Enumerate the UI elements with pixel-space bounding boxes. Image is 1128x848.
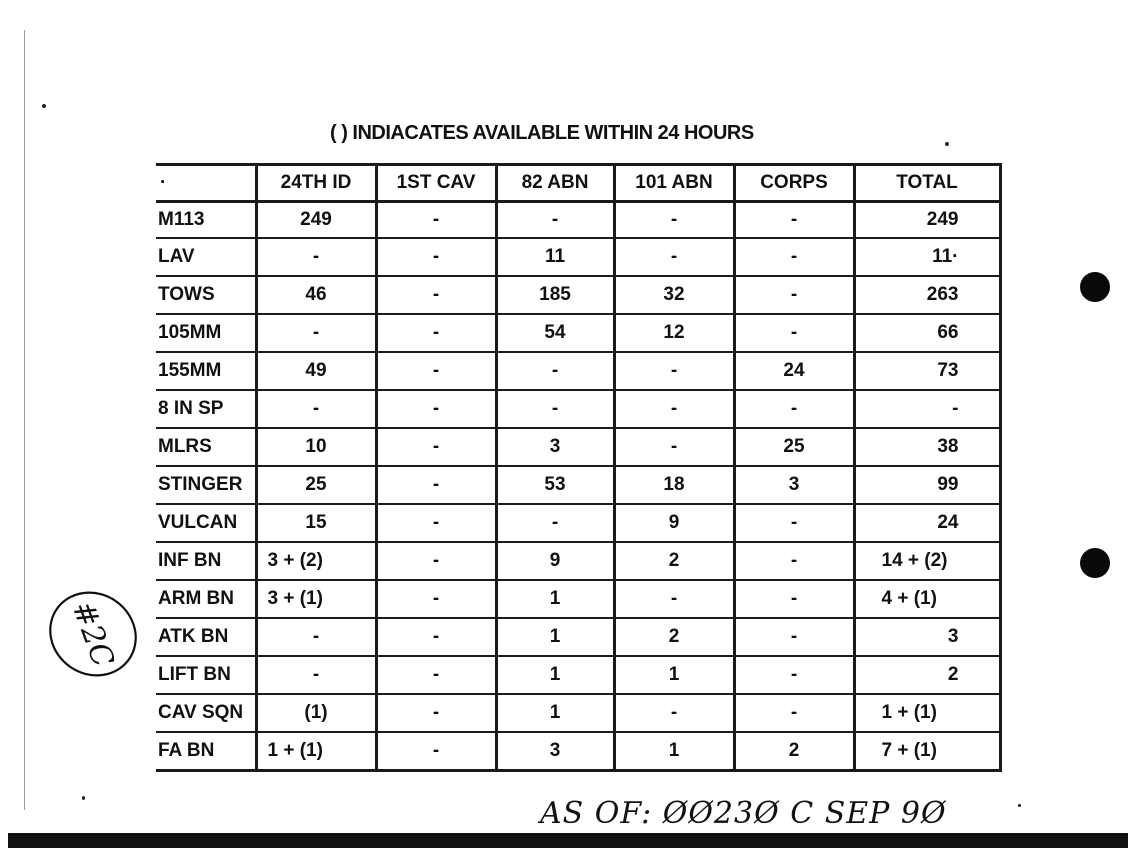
row-label: CAV SQN — [156, 694, 256, 732]
table-cell: - — [734, 618, 854, 656]
row-label: 105MM — [156, 314, 256, 352]
table-cell: 2 — [854, 656, 1000, 694]
table-body — [156, 202, 1000, 771]
table-cell: - — [376, 202, 496, 239]
row-label: INF BN — [156, 542, 256, 580]
table-cell: 185 — [496, 276, 614, 314]
table-cell: 2 — [614, 618, 734, 656]
table-cell: 14 + (2) — [854, 542, 1000, 580]
table-cell: 25 — [734, 428, 854, 466]
table-cell: 249 — [854, 202, 1000, 239]
column-header: 82 ABN — [496, 165, 614, 202]
table-cell: 3 — [496, 732, 614, 771]
table-cell: 15 — [256, 504, 376, 542]
table-cell: - — [734, 542, 854, 580]
table-cell: - — [614, 694, 734, 732]
table-cell: 66 — [854, 314, 1000, 352]
table-row — [156, 276, 1000, 314]
table-row — [156, 580, 1000, 618]
column-header: 101 ABN — [614, 165, 734, 202]
table-cell: 4 + (1) — [854, 580, 1000, 618]
table-cell: 249 — [256, 202, 376, 239]
table-cell: 2 — [734, 732, 854, 771]
table-cell: 1 — [496, 580, 614, 618]
table-row — [156, 428, 1000, 466]
table-cell: 9 — [496, 542, 614, 580]
table-cell: - — [734, 314, 854, 352]
table-cell: 1 — [496, 694, 614, 732]
row-label: ARM BN — [156, 580, 256, 618]
table-cell: 24 — [854, 504, 1000, 542]
row-label: TOWS — [156, 276, 256, 314]
table-row — [156, 694, 1000, 732]
punch-hole — [1080, 548, 1110, 578]
table-cell: 10 — [256, 428, 376, 466]
table-cell: 3 — [854, 618, 1000, 656]
table-cell: - — [256, 238, 376, 276]
table-cell: 99 — [854, 466, 1000, 504]
table-cell: - — [496, 504, 614, 542]
table-cell: - — [376, 656, 496, 694]
row-label: MLRS — [156, 428, 256, 466]
table-cell: - — [614, 202, 734, 239]
table-cell: - — [496, 352, 614, 390]
row-label: STINGER — [156, 466, 256, 504]
table-cell: 11· — [854, 238, 1000, 276]
column-header: 1ST CAV — [376, 165, 496, 202]
table-cell: - — [614, 352, 734, 390]
column-header: CORPS — [734, 165, 854, 202]
table-cell: 7 + (1) — [854, 732, 1000, 771]
table-cell: - — [734, 580, 854, 618]
table-cell: - — [376, 732, 496, 771]
equipment-table — [156, 163, 1002, 772]
corner-cell: · — [156, 165, 256, 202]
table-cell: 18 — [614, 466, 734, 504]
row-label: ATK BN — [156, 618, 256, 656]
table-cell: - — [496, 390, 614, 428]
table-cell: - — [376, 314, 496, 352]
table-cell: 2 — [614, 542, 734, 580]
table-cell: - — [376, 352, 496, 390]
as-of-handwritten-note: AS OF: ØØ23Ø C SEP 9Ø — [540, 796, 947, 831]
circled-margin-mark — [44, 586, 142, 682]
table-cell: - — [376, 580, 496, 618]
table-cell: 3 + (2) — [256, 542, 376, 580]
table-cell: - — [376, 466, 496, 504]
table-cell: - — [376, 694, 496, 732]
row-label: VULCAN — [156, 504, 256, 542]
table-cell: - — [496, 202, 614, 239]
table-cell: 9 — [614, 504, 734, 542]
table-row — [156, 352, 1000, 390]
margin-mark-text: #2C — [64, 596, 121, 672]
row-label: M113 — [156, 202, 256, 239]
table-row — [156, 504, 1000, 542]
scan-speck — [1018, 804, 1021, 807]
row-label: 155MM — [156, 352, 256, 390]
table-cell: 11 — [496, 238, 614, 276]
table-cell: - — [614, 390, 734, 428]
row-label: LAV — [156, 238, 256, 276]
table-cell: 1 — [614, 656, 734, 694]
table-cell: 1 — [496, 618, 614, 656]
table-cell: - — [734, 504, 854, 542]
table-cell: - — [734, 390, 854, 428]
table-cell: - — [854, 390, 1000, 428]
table-cell: 3 + (1) — [256, 580, 376, 618]
table-row — [156, 314, 1000, 352]
table-cell: - — [256, 656, 376, 694]
table-row — [156, 202, 1000, 239]
table-cell: - — [614, 428, 734, 466]
table-cell: 73 — [854, 352, 1000, 390]
table-cell: 53 — [496, 466, 614, 504]
table-cell: - — [734, 202, 854, 239]
table-row — [156, 542, 1000, 580]
table-cell: - — [256, 314, 376, 352]
scan-speck — [42, 104, 46, 108]
table-row — [156, 390, 1000, 428]
table-cell: 38 — [854, 428, 1000, 466]
scan-edge-line — [24, 30, 25, 810]
document-title: ( ) INDIACATES AVAILABLE WITHIN 24 HOURS — [330, 122, 754, 144]
scan-speck — [945, 142, 949, 146]
table-cell: 24 — [734, 352, 854, 390]
row-label: LIFT BN — [156, 656, 256, 694]
table-cell: 12 — [614, 314, 734, 352]
table-cell: 54 — [496, 314, 614, 352]
table-cell: - — [376, 390, 496, 428]
table-row — [156, 656, 1000, 694]
table-cell: 3 — [734, 466, 854, 504]
table-cell: 32 — [614, 276, 734, 314]
table-cell: - — [376, 542, 496, 580]
scan-speck — [82, 796, 85, 800]
punch-hole — [1080, 272, 1110, 302]
table-row — [156, 732, 1000, 771]
table-cell: - — [734, 276, 854, 314]
table-cell: - — [734, 656, 854, 694]
table-cell: - — [376, 428, 496, 466]
table-cell: - — [376, 238, 496, 276]
table-row — [156, 618, 1000, 656]
table-cell: - — [376, 504, 496, 542]
table-cell: - — [256, 390, 376, 428]
column-header: TOTAL — [854, 165, 1000, 202]
column-header: 24TH ID — [256, 165, 376, 202]
table-row — [156, 466, 1000, 504]
table-cell: - — [734, 694, 854, 732]
table-cell: - — [376, 276, 496, 314]
table-cell: - — [256, 618, 376, 656]
table-cell: - — [614, 580, 734, 618]
table-cell: - — [614, 238, 734, 276]
table-cell: 1 + (1) — [854, 694, 1000, 732]
table-cell: 25 — [256, 466, 376, 504]
table-cell: (1) — [256, 694, 376, 732]
table-cell: 1 — [496, 656, 614, 694]
table-cell: - — [376, 618, 496, 656]
row-label: 8 IN SP — [156, 390, 256, 428]
table-cell: 263 — [854, 276, 1000, 314]
table-cell: 49 — [256, 352, 376, 390]
table-row — [156, 238, 1000, 276]
scan-bottom-edge — [8, 833, 1128, 848]
table-cell: 46 — [256, 276, 376, 314]
table-cell: 1 + (1) — [256, 732, 376, 771]
table-cell: 1 — [614, 732, 734, 771]
row-label: FA BN — [156, 732, 256, 771]
table-cell: - — [734, 238, 854, 276]
table-cell: 3 — [496, 428, 614, 466]
table-header-row — [156, 165, 1000, 202]
